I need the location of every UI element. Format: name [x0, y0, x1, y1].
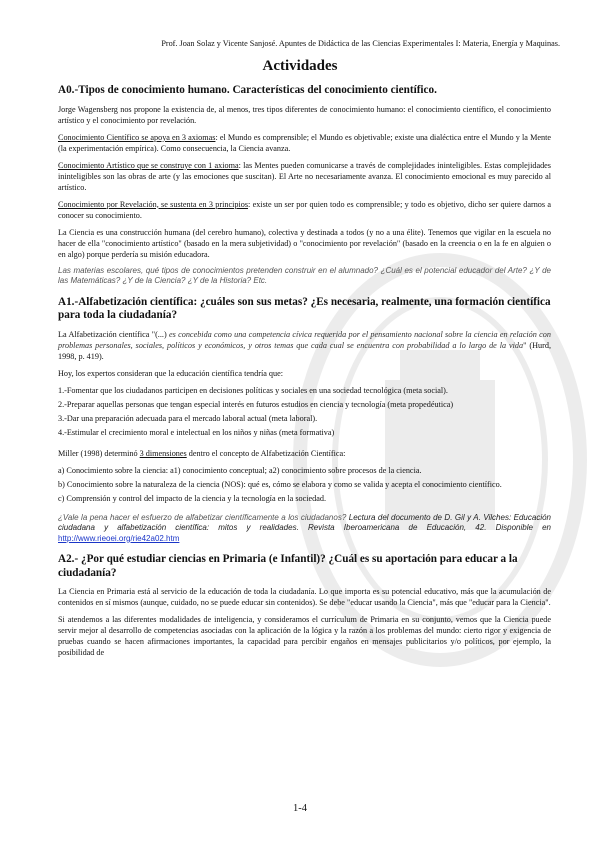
- a0-paragraph-3: [58, 160, 551, 193]
- a0-p3-text: : las Mentes pueden comunicarse a través de complejidades ininteligibles. Estas complejidades ininteligibles son las obras de arte (y las emociones que suscitan). El Arte no necesariamente avanza. El conocimiento emocional es muy parecido al artístico.: [58, 160, 551, 192]
- a1-p1-citation: " (Hurd, 1998, p. 419).: [58, 340, 551, 361]
- dimension-item: c) Comprensión y control del impacto de la ciencia y la tecnología en la sociedad.: [58, 493, 327, 503]
- a0-p4-text: : existe un ser por quien todo es comprensible; y todo es objetivo, dicho ser quiere darnos a conocer su conocimiento.: [58, 199, 551, 220]
- section-a1: [58, 296, 551, 545]
- a0-paragraph-2: [58, 132, 551, 154]
- a1-p1-start: La Alfabetización científica "(...): [58, 329, 169, 339]
- a1-p1-quote: es concebida como una competencia cívica requerida por el pensamiento nacional sobre la ciencia en relación con problemas personales, sociales, políticos y económicos, y otros temas que cada cual se encuentra con probabilidad a lo largo de la vida: [58, 329, 551, 350]
- a1-miller-underlined: 3 dimensiones: [139, 448, 187, 458]
- a1-reading-reference: Lectura del documento de D. Gil y A. Vilches: Educación ciudadana y alfabetización científica: mitos y realidades. Revista Iberoamericana de Educación, 42. Disponible en: [58, 512, 552, 532]
- list-item: 1.-Fomentar que los ciudadanos participen en decisiones políticas y sociales en una sociedad tecnológica (meta social).: [58, 385, 448, 395]
- a1-miller-start: Miller (1998) determinó: [58, 448, 140, 458]
- a2-paragraph-1: La Ciencia en Primaria está al servicio de la educación de toda la ciudadanía. Lo que importa es su potencial educativo, más que la acumulación de contenidos en sí mismos (aunque, cuidado, no se puede educar sin contenidos). Se debe "educar usando la Ciencia", más que "educar para la Ciencia".: [58, 587, 551, 607]
- a1-miller-end: dentro el concepto de Alfabetización Científica:: [186, 448, 346, 458]
- a0-question: Las materias escolares, qué tipos de conocimientos pretenden construir en el alumnado? ¿Cuál es el potencial educador del Arte? ¿Y de las Matemáticas? ¿Y de la Ciencia? ¿Y de la Historia? Etc.: [58, 265, 551, 285]
- a0-p2-text: : el Mundo es comprensible; el Mundo es objetivable; existe una dialéctica entre el Mundo y la Mente (la experimentación empírica). Como consecuencia, la Ciencia avanza.: [58, 132, 551, 153]
- list-item: 2.-Preparar aquellas personas que tengan especial interés en futuros estudios en ciencia y tecnología (meta propedéutica): [58, 399, 454, 409]
- dimension-item: a) Conocimiento sobre la ciencia: a1) conocimiento conceptual; a2) conocimiento sobre procesos de la ciencia.: [58, 465, 422, 475]
- a1-question: [58, 513, 551, 545]
- a0-p3-underlined: Conocimiento Artístico que se construye con 1 axioma: [58, 160, 239, 170]
- running-header: Prof. Joan Solaz y Vicente Sanjosé. Apuntes de Didáctica de las Ciencias Experimentales I: Materia, Energía y Maquinas.: [161, 39, 560, 48]
- a1-paragraph-1: [58, 329, 551, 362]
- a0-paragraph-4: [58, 199, 551, 221]
- section-a0-heading: A0.-Tipos de conocimiento humano. Características del conocimiento científico.: [58, 84, 437, 96]
- rieoei-link[interactable]: http://www.rieoei.org/rie42a02.htm: [58, 533, 180, 543]
- main-content: [58, 84, 551, 664]
- section-a2: [58, 553, 551, 658]
- section-a0: [58, 84, 551, 287]
- page-title: Actividades: [262, 58, 338, 74]
- list-item: 4.-Estimular el crecimiento moral e intelectual en los niños y niñas (meta formativa): [58, 427, 335, 437]
- a2-paragraph-2: Si atendemos a las diferentes modalidades de inteligencia, y consideramos el currículum de Primaria en su conjunto, vemos que la Ciencia puede servir mejor al desarrollo de competencias asociadas con la aplicación de la lógica y la razón a los problemas del mundo: cierto rigor y exigencia de pruebas cuando se hacen afirmaciones importantes, la capacidad para percibir engaños en mensajes publicitarios y/o políticos, por ejemplo, la posibilidad de: [58, 615, 551, 657]
- section-a2-heading: A2.- ¿Por qué estudiar ciencias en Primaria (e Infantil)? ¿Cuál es su aportación para educar a la ciudadanía?: [58, 553, 518, 579]
- a0-paragraph-5: La Ciencia es una construcción humana (del cerebro humano), colectiva y destinada a todos (y no a una élite). Tenemos que vigilar en la escuela no hacer de ella "conocimiento artístico" (basado en la mera subjetividad) o "conocimiento por revelación" (basado en la creencia o en la fe en alguien o en algo) porque perdería su misión educadora.: [58, 227, 551, 259]
- page-number: 1-4: [293, 803, 307, 814]
- a0-paragraph-1: Jorge Wagensberg nos propone la existencia de, al menos, tres tipos diferentes de conocimiento humano: el conocimiento científico, el conocimiento artístico y el conocimiento por revelación.: [58, 104, 551, 125]
- section-a1-heading: A1.-Alfabetización científica: ¿cuáles son sus metas? ¿Es necesaria, realmente, una formación científica para toda la ciudadanía?: [58, 295, 551, 321]
- a1-paragraph-2: Hoy, los expertos consideran que la educación científica tendría que:: [58, 368, 283, 378]
- a1-question-text: ¿Vale la pena hacer el esfuerzo de alfabetizar científicamente a los ciudadanos?: [58, 512, 349, 522]
- a0-p4-underlined: Conocimiento por Revelación, se sustenta en 3 principios: [58, 199, 249, 209]
- a1-miller-paragraph: [58, 448, 551, 459]
- list-item: 3.-Dar una preparación adecuada para el mercado laboral actual (meta laboral).: [58, 413, 318, 423]
- a0-p2-underlined: Conocimiento Científico se apoya en 3 axiomas: [58, 132, 216, 142]
- dimension-item: b) Conocimiento sobre la naturaleza de la ciencia (NOS): qué es, cómo se elabora y como se valida y acepta el conocimiento científico.: [58, 479, 502, 489]
